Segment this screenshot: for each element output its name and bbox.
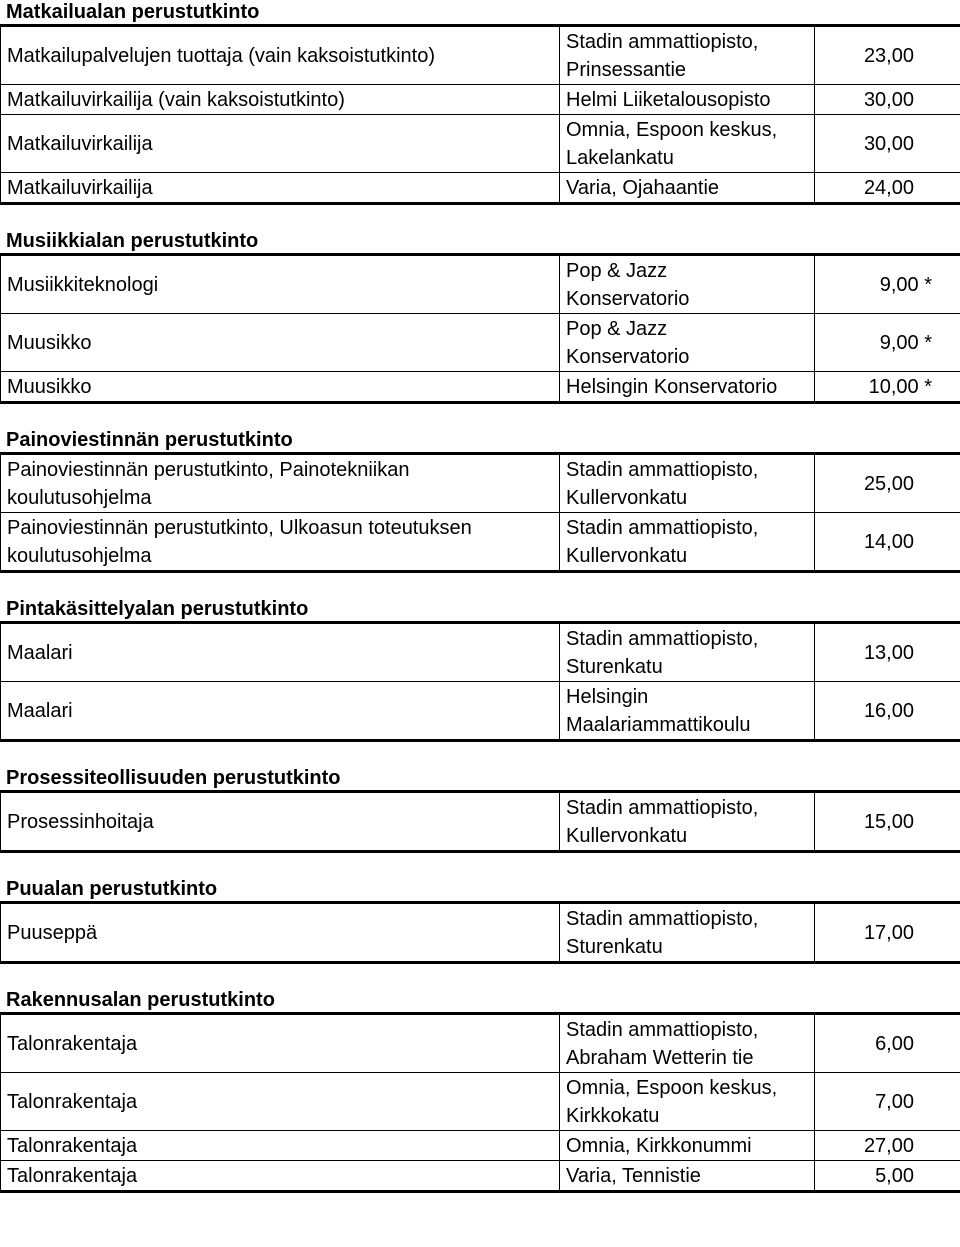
table-row [1,173,960,204]
table-row [1,372,960,403]
price-cell: 7,00 [815,1073,960,1131]
program-table [0,1012,960,1193]
degree-section [0,229,960,404]
degree-section [0,597,960,742]
table-row [1,115,960,173]
price-cell: 16,00 [815,682,960,741]
program-title-cell: Matkailuvirkailija (vain kaksoistutkinto) [1,85,560,115]
price-cell: 23,00 [815,26,960,85]
degree-section [0,428,960,573]
program-table [0,790,960,853]
program-title-cell: Maalari [1,682,560,741]
program-title-cell: Talonrakentaja [1,1131,560,1161]
school-cell: Helsingin Maalariammattikoulu [560,682,815,741]
table-row [1,682,960,741]
degree-section [0,877,960,964]
section-title: Prosessiteollisuuden perustutkinto [6,767,341,789]
price-cell: 27,00 [815,1131,960,1161]
price-cell: 14,00 [815,513,960,572]
school-cell: Varia, Ojahaantie [560,173,815,204]
section-title: Rakennusalan perustutkinto [6,989,275,1011]
school-cell: Pop & Jazz Konservatorio [560,255,815,314]
price-cell: 30,00 [815,115,960,173]
table-row [1,1131,960,1161]
table-row [1,314,960,372]
program-table [0,24,960,205]
table-row [1,623,960,682]
table-row [1,792,960,852]
school-cell: Stadin ammattiopisto, Sturenkatu [560,903,815,963]
program-title-cell: Matkailupalvelujen tuottaja (vain kaksoistutkinto) [1,26,560,85]
school-cell: Omnia, Espoon keskus, Lakelankatu [560,115,815,173]
table-row [1,1161,960,1192]
section-title: Pintakäsittelyalan perustutkinto [6,598,309,620]
program-table [0,452,960,573]
school-cell: Stadin ammattiopisto, Sturenkatu [560,623,815,682]
program-table [0,901,960,964]
table-row [1,454,960,513]
price-cell: 17,00 [815,903,960,963]
price-cell: 30,00 [815,85,960,115]
table-row [1,85,960,115]
program-table [0,621,960,742]
school-cell: Varia, Tennistie [560,1161,815,1192]
school-cell: Helsingin Konservatorio [560,372,815,403]
degree-section [0,766,960,853]
table-row [1,26,960,85]
section-title: Painoviestinnän perustutkinto [6,429,293,451]
program-title-cell: Maalari [1,623,560,682]
school-cell: Stadin ammattiopisto, Kullervonkatu [560,792,815,852]
price-cell: 10,00 * [815,372,960,403]
school-cell: Stadin ammattiopisto, Kullervonkatu [560,513,815,572]
price-cell: 24,00 [815,173,960,204]
price-cell: 9,00 * [815,255,960,314]
program-title-cell: Matkailuvirkailija [1,115,560,173]
program-title-cell: Prosessinhoitaja [1,792,560,852]
table-row [1,903,960,963]
program-title-cell: Muusikko [1,314,560,372]
table-row [1,255,960,314]
section-title: Puualan perustutkinto [6,878,218,900]
table-row [1,1014,960,1073]
program-title-cell: Painoviestinnän perustutkinto, Ulkoasun toteutuksen koulutusohjelma [1,513,560,572]
program-title-cell: Talonrakentaja [1,1014,560,1073]
program-title-cell: Musiikkiteknologi [1,255,560,314]
program-title-cell: Muusikko [1,372,560,403]
price-cell: 25,00 [815,454,960,513]
section-title: Matkailualan perustutkinto [6,1,260,23]
price-cell: 6,00 [815,1014,960,1073]
school-cell: Stadin ammattiopisto, Abraham Wetterin tie [560,1014,815,1073]
section-title: Musiikkialan perustutkinto [6,230,259,252]
price-cell: 15,00 [815,792,960,852]
program-title-cell: Talonrakentaja [1,1073,560,1131]
school-cell: Pop & Jazz Konservatorio [560,314,815,372]
school-cell: Helmi Liiketalousopisto [560,85,815,115]
school-cell: Omnia, Kirkkonummi [560,1131,815,1161]
program-title-cell: Painoviestinnän perustutkinto, Painotekniikan koulutusohjelma [1,454,560,513]
school-cell: Stadin ammattiopisto, Kullervonkatu [560,454,815,513]
school-cell: Omnia, Espoon keskus, Kirkkokatu [560,1073,815,1131]
degree-section [0,0,960,205]
program-title-cell: Talonrakentaja [1,1161,560,1192]
program-title-cell: Matkailuvirkailija [1,173,560,204]
price-cell: 5,00 [815,1161,960,1192]
program-table [0,253,960,404]
degree-section [0,988,960,1193]
table-row [1,1073,960,1131]
price-cell: 13,00 [815,623,960,682]
table-row [1,513,960,572]
program-title-cell: Puuseppä [1,903,560,963]
price-cell: 9,00 * [815,314,960,372]
school-cell: Stadin ammattiopisto, Prinsessantie [560,26,815,85]
